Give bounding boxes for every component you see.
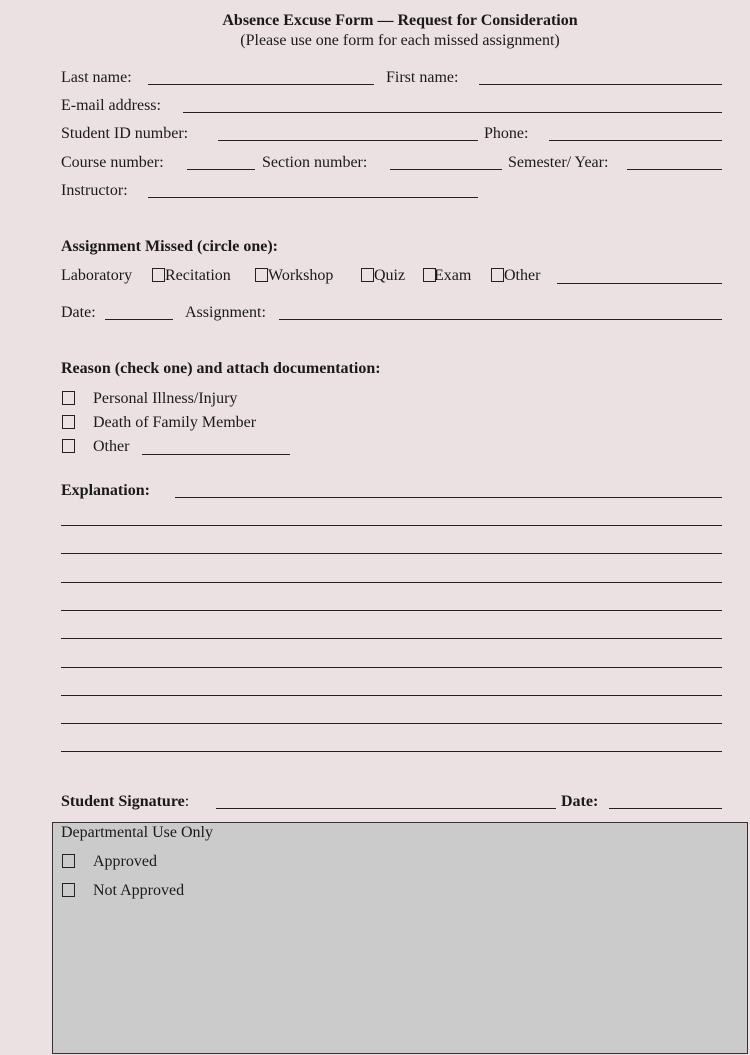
option-quiz[interactable]: Quiz bbox=[374, 267, 406, 284]
approved-label: Approved bbox=[93, 853, 157, 870]
signature-date-field[interactable] bbox=[609, 808, 722, 809]
section-number-field[interactable] bbox=[390, 169, 502, 170]
instructor-label: Instructor: bbox=[61, 182, 128, 199]
section-number-label: Section number: bbox=[262, 154, 368, 171]
semester-year-field[interactable] bbox=[627, 169, 722, 170]
explanation-line-1[interactable] bbox=[175, 497, 722, 498]
not-approved-label: Not Approved bbox=[93, 882, 185, 899]
reason-illness-label: Personal Illness/Injury bbox=[93, 390, 238, 407]
approved-checkbox[interactable] bbox=[62, 854, 75, 868]
explanation-line-4[interactable] bbox=[61, 582, 722, 583]
semester-year-label: Semester/ Year: bbox=[508, 154, 609, 171]
first-name-field[interactable] bbox=[479, 84, 722, 85]
phone-label: Phone: bbox=[484, 125, 529, 142]
reason-other-checkbox[interactable] bbox=[62, 439, 75, 453]
last-name-label: Last name: bbox=[61, 69, 132, 86]
option-workshop[interactable]: Workshop bbox=[268, 267, 334, 284]
explanation-label: Explanation: bbox=[61, 482, 150, 499]
assignment-heading: Assignment Missed (circle one): bbox=[61, 238, 278, 255]
explanation-line-5[interactable] bbox=[61, 610, 722, 611]
other-assignment-field[interactable] bbox=[557, 283, 722, 284]
assignment-name-label: Assignment: bbox=[185, 304, 266, 321]
explanation-line-3[interactable] bbox=[61, 553, 722, 554]
reason-death-checkbox[interactable] bbox=[62, 415, 75, 429]
not-approved-checkbox[interactable] bbox=[62, 883, 75, 897]
reason-illness-checkbox[interactable] bbox=[62, 391, 75, 405]
explanation-line-8[interactable] bbox=[61, 695, 722, 696]
other-assignment-checkbox[interactable] bbox=[491, 268, 504, 282]
signature-colon: : bbox=[184, 793, 190, 810]
recitation-checkbox[interactable] bbox=[152, 268, 165, 282]
assignment-date-field[interactable] bbox=[105, 319, 173, 320]
signature-date-label: Date: bbox=[561, 793, 599, 810]
reason-death-label: Death of Family Member bbox=[93, 414, 257, 431]
course-number-label: Course number: bbox=[61, 154, 164, 171]
option-exam[interactable]: Exam bbox=[434, 267, 472, 284]
reason-other-field[interactable] bbox=[142, 454, 290, 455]
signature-label-group bbox=[61, 792, 189, 812]
workshop-checkbox[interactable] bbox=[255, 268, 268, 282]
explanation-line-10[interactable] bbox=[61, 751, 722, 752]
student-id-label: Student ID number: bbox=[61, 125, 189, 142]
email-label: E-mail address: bbox=[61, 97, 161, 114]
instructor-field[interactable] bbox=[148, 197, 478, 198]
explanation-line-9[interactable] bbox=[61, 723, 722, 724]
signature-field[interactable] bbox=[216, 808, 556, 809]
reason-other-label: Other bbox=[93, 438, 130, 455]
last-name-field[interactable] bbox=[148, 84, 374, 85]
phone-field[interactable] bbox=[549, 140, 722, 141]
explanation-line-6[interactable] bbox=[61, 638, 722, 639]
option-laboratory[interactable]: Laboratory bbox=[61, 267, 133, 284]
form-title: Absence Excuse Form — Request for Consideration bbox=[222, 12, 578, 29]
email-field[interactable] bbox=[183, 112, 722, 113]
signature-label: Student Signature bbox=[61, 793, 185, 810]
course-number-field[interactable] bbox=[187, 169, 255, 170]
reason-heading: Reason (check one) and attach documentation: bbox=[61, 360, 381, 377]
quiz-checkbox[interactable] bbox=[361, 268, 374, 282]
student-id-field[interactable] bbox=[218, 140, 478, 141]
explanation-line-7[interactable] bbox=[61, 667, 722, 668]
form-subtitle: (Please use one form for each missed assignment) bbox=[240, 32, 560, 49]
assignment-date-label: Date: bbox=[61, 304, 96, 321]
assignment-name-field[interactable] bbox=[279, 319, 722, 320]
explanation-line-2[interactable] bbox=[61, 525, 722, 526]
first-name-label: First name: bbox=[386, 69, 459, 86]
departmental-heading: Departmental Use Only bbox=[61, 824, 213, 841]
option-other[interactable]: Other bbox=[504, 267, 541, 284]
option-recitation[interactable]: Recitation bbox=[165, 267, 231, 284]
